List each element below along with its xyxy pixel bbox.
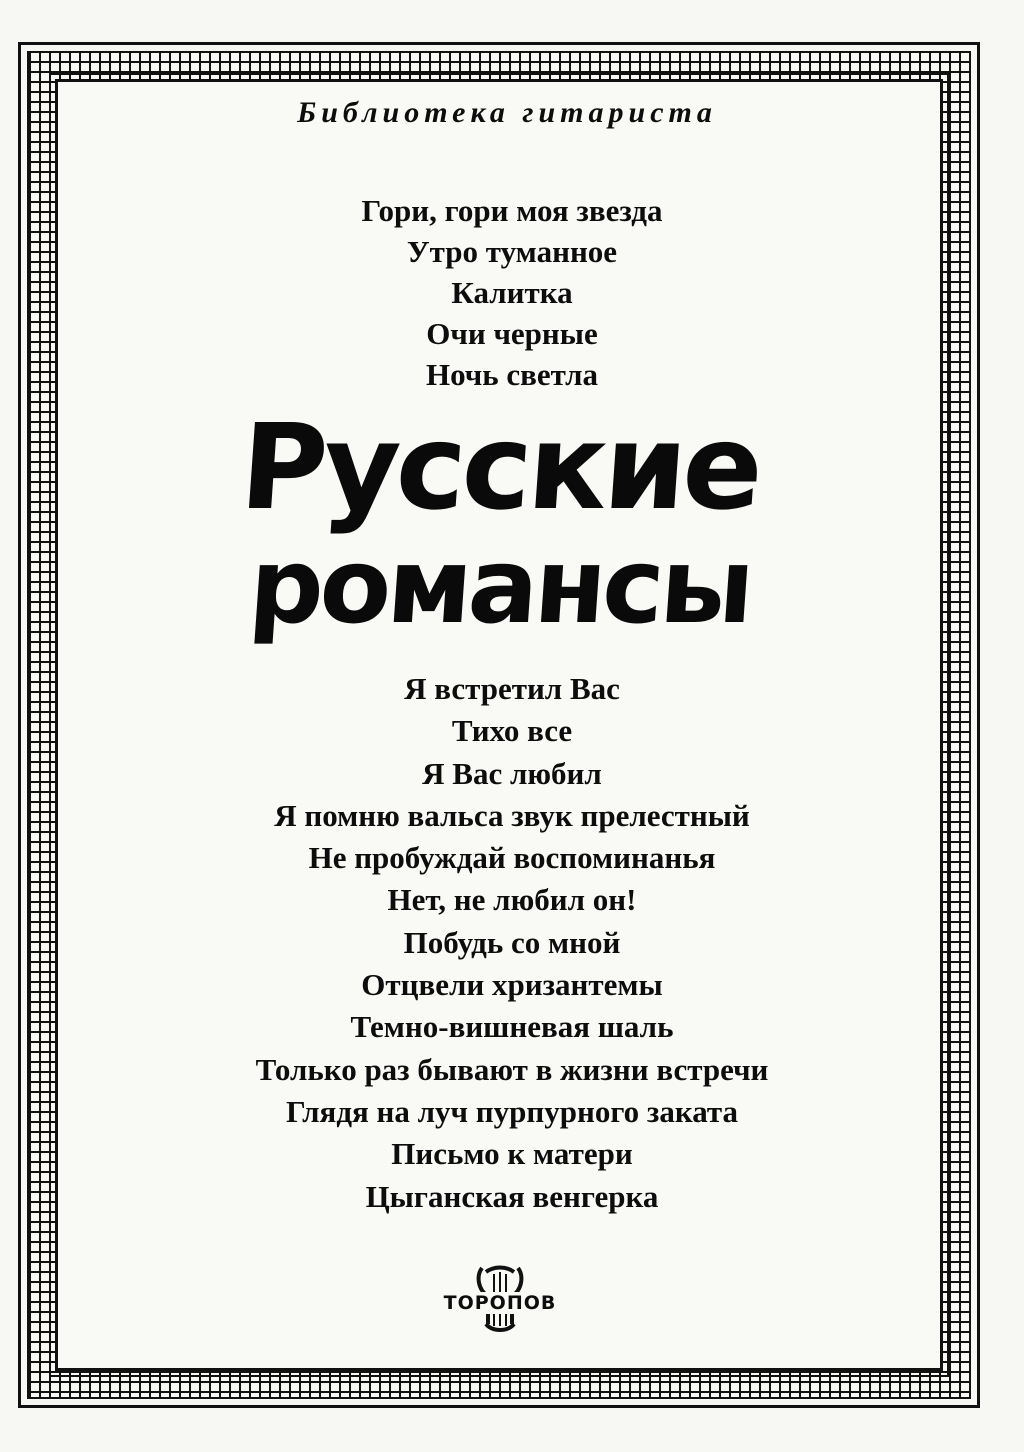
- main-title-line-1: Русские: [236, 398, 764, 536]
- song-title: Я помню вальса звук прелестный: [274, 797, 750, 833]
- song-title: Отцвели хризантемы: [361, 967, 663, 1003]
- publisher-name: ТОРОПОВ: [436, 1292, 564, 1314]
- song-title: Темно-вишневая шаль: [350, 1009, 674, 1045]
- song-list-top: [0, 190, 1024, 395]
- main-title-line-2: романсы: [245, 525, 755, 647]
- song-title: Не пробуждай воспоминанья: [308, 840, 716, 876]
- song-title: Я встретил Вас: [404, 671, 620, 706]
- song-title: Калитка: [451, 275, 573, 310]
- song-title: Ночь светла: [425, 357, 599, 392]
- song-title: Только раз бывают в жизни встречи: [255, 1051, 769, 1087]
- song-title: Цыганская венгерка: [365, 1178, 659, 1214]
- song-title: Глядя на луч пурпурного заката: [285, 1093, 739, 1129]
- song-title: Я Вас любил: [422, 755, 602, 791]
- song-title: Нет, не любил он!: [387, 882, 637, 918]
- song-title: Утро туманное: [406, 234, 618, 269]
- song-title: Гори, гори моя звезда: [361, 193, 663, 228]
- song-title: Очи черные: [426, 316, 598, 351]
- series-title: Библиотека гитариста: [297, 96, 717, 129]
- publisher-logo: [420, 1262, 580, 1342]
- song-list-bottom: [0, 668, 1024, 1218]
- song-title: Письмо к матери: [391, 1136, 633, 1172]
- song-title: Тихо все: [451, 713, 573, 749]
- song-title: Побудь со мной: [403, 924, 621, 960]
